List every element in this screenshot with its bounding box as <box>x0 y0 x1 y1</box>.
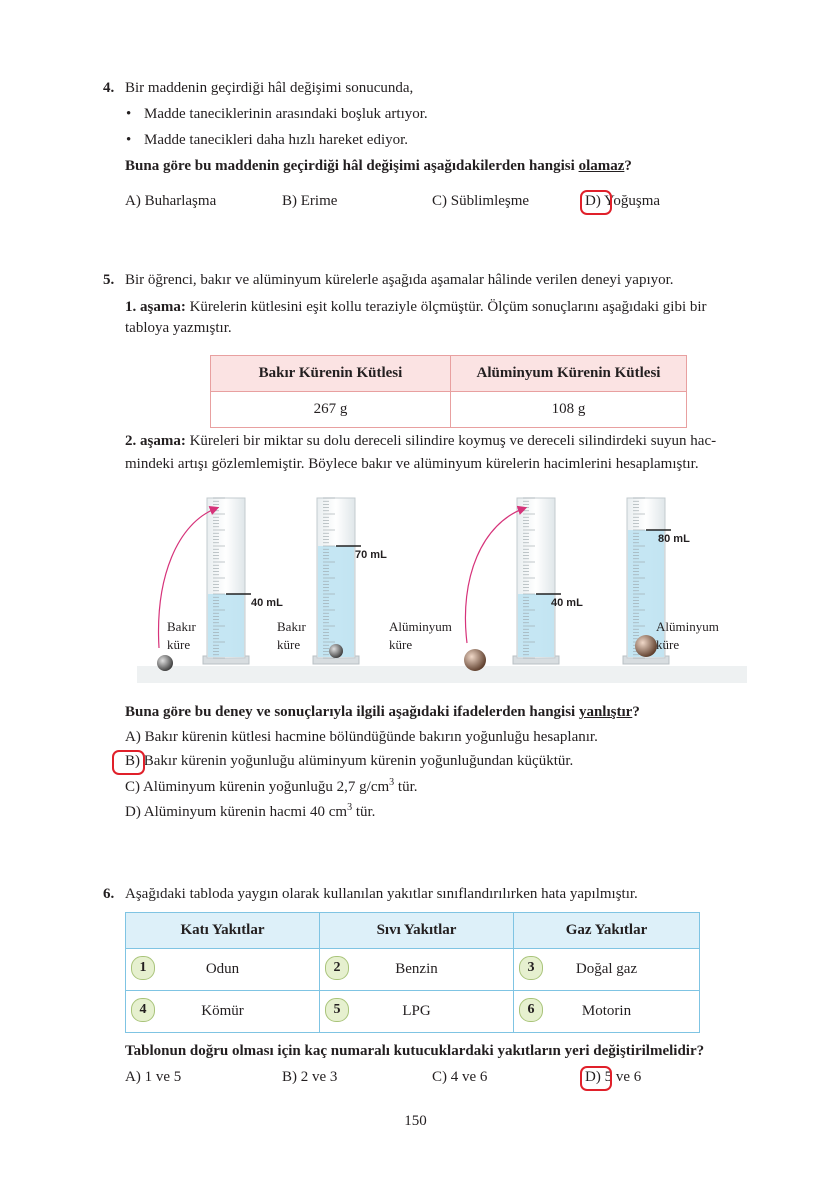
reading-label: 70 mL <box>355 549 387 561</box>
number-badge: 6 <box>519 998 543 1022</box>
al-label-left: Alüminyum küre <box>389 619 452 652</box>
experiment-figure <box>137 488 747 683</box>
table-cell: 5 LPG <box>320 991 514 1033</box>
number-badge: 3 <box>519 956 543 980</box>
option-d[interactable]: D) Alüminyum kürenin hacmi 40 $cm^3$ tür. <box>125 802 376 820</box>
table-header: Bakır Kürenin Kütlesi <box>211 356 451 392</box>
step-1-line-2: tabloya yazmıştır. <box>125 320 232 336</box>
option-b[interactable]: B) Bakır kürenin yoğunluğu alüminyum kürenin yoğunluğundan küçüktür. <box>125 753 574 769</box>
table-cell: 1 Odun <box>126 949 320 991</box>
option-b[interactable]: B) Erime <box>282 193 338 209</box>
option-d[interactable]: D) 5 ve 6 <box>585 1069 642 1085</box>
answer-mark <box>580 1066 612 1091</box>
copper-sphere-in-cylinder <box>329 644 343 658</box>
question-stem: Aşağıdaki tabloda yaygın olarak kullanılan yakıtlar sınıflandırılırken hata yapılmıştır. <box>125 886 638 902</box>
page-number: 150 <box>404 1113 427 1129</box>
copper-sphere <box>157 655 173 671</box>
bullet-icon: • <box>126 132 132 148</box>
question-prompt: Buna göre bu deney ve sonuçlarıyla ilgili aşağıdaki ifadelerden hangisi yanlıştır? <box>125 704 640 720</box>
question-prompt: Tablonun doğru olması için kaç numaralı kutucuklardaki yakıtların yeri değiştirilmelidir? <box>125 1043 705 1059</box>
option-c[interactable]: C) Alüminyum kürenin yoğunluğu 2,7 $g/cm^3$ tür. <box>125 777 418 795</box>
step-1-label: 1. aşama: <box>125 299 186 315</box>
question-number: 6. <box>103 886 115 902</box>
option-c[interactable]: C) 4 ve 6 <box>432 1069 488 1085</box>
table-cell: 267 g <box>211 392 451 428</box>
reading-label: 40 mL <box>551 597 583 609</box>
reading-label: 40 mL <box>251 597 283 609</box>
aluminium-sphere-in-cylinder <box>635 635 657 657</box>
option-d[interactable]: D) Yoğuşma <box>585 193 661 209</box>
question-prompt <box>125 158 632 175</box>
answer-mark <box>112 750 145 775</box>
step-2-line-1: 2. aşama: Küreleri bir miktar su dolu dereceli silindire koymuş ve dereceli silindirdeki suyun hac- <box>125 433 717 449</box>
number-badge: 5 <box>325 998 349 1022</box>
reading-label: 80 mL <box>658 533 690 545</box>
table-header: Alüminyum Kürenin Kütlesi <box>451 356 687 392</box>
prompt-keyword: yanlıştır <box>578 704 633 720</box>
table-cell: 108 g <box>451 392 687 428</box>
option-a[interactable]: A) Bakır kürenin kütlesi hacmine bölündüğünde bakırın yoğunluğu hesaplanır. <box>125 729 598 745</box>
aluminium-sphere <box>464 649 486 671</box>
option-a[interactable]: A) 1 ve 5 <box>125 1069 182 1085</box>
table-cell: 3 Doğal gaz <box>514 949 700 991</box>
question-stem: Bir öğrenci, bakır ve alüminyum kürelerle aşağıda aşamalar hâlinde verilen deneyi yapıyor. <box>125 272 674 288</box>
question-stem: Bir maddenin geçirdiği hâl değişimi sonucunda, <box>125 80 414 96</box>
prompt-keyword: olamaz <box>578 158 625 174</box>
cu-label-left: Bakır küre <box>167 619 196 652</box>
table-cell: 2 Benzin <box>320 949 514 991</box>
number-badge: 4 <box>131 998 155 1022</box>
step-1-line-1: 1. aşama: Kürelerin kütlesini eşit kollu teraziyle ölçmüştür. Ölçüm sonuçlarını aşağıdaki gibi bir <box>125 299 707 315</box>
number-badge: 2 <box>325 956 349 980</box>
step-2-line-2: mindeki artışı gözlemlemiştir. Böylece bakır ve alüminyum kürelerin hacimlerini hesaplamıştır. <box>125 456 699 472</box>
bullet-text: Madde taneciklerinin arasındaki boşluk artıyor. <box>144 106 428 122</box>
fuel-table <box>125 912 700 1033</box>
option-a[interactable]: A) Buharlaşma <box>125 193 217 209</box>
option-c[interactable]: C) Süblimleşme <box>432 193 530 209</box>
answer-mark <box>580 190 612 215</box>
bullet-icon: • <box>126 106 132 122</box>
step-2-label: 2. aşama: <box>125 433 186 449</box>
prompt-end: ? <box>624 158 632 174</box>
water-column <box>318 546 354 657</box>
option-b[interactable]: B) 2 ve 3 <box>282 1069 338 1085</box>
number-badge: 1 <box>131 956 155 980</box>
table-cell: 6 Motorin <box>514 991 700 1033</box>
bullet-text: Madde tanecikleri daha hızlı hareket ediyor. <box>144 132 409 148</box>
table-header: Katı Yakıtlar <box>126 913 320 949</box>
prompt-text: Buna göre bu maddenin geçirdiği hâl değişimi aşağıdakilerden hangisi <box>125 158 579 174</box>
question-number: 4. <box>103 80 115 96</box>
al-label-right: Alüminyum küre <box>656 619 719 652</box>
question-number: 5. <box>103 272 115 288</box>
table-cell: 4 Kömür <box>126 991 320 1033</box>
mass-table <box>210 355 687 428</box>
drop-arrow <box>465 508 525 643</box>
table-header: Sıvı Yakıtlar <box>320 913 514 949</box>
table-header: Gaz Yakıtlar <box>514 913 700 949</box>
cu-label-right: Bakır küre <box>277 619 306 652</box>
